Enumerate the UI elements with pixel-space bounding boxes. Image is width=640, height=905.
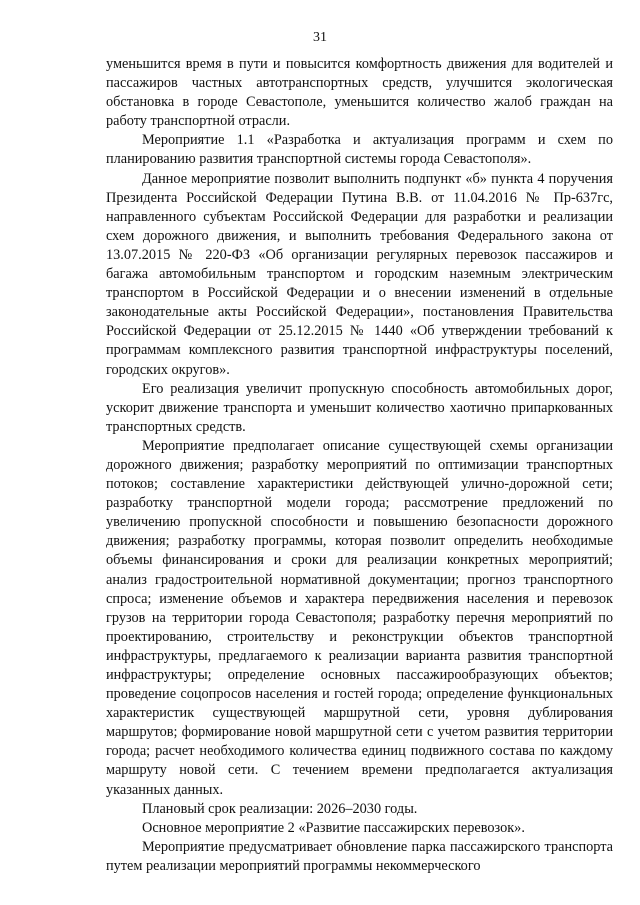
paragraph-2: Мероприятие 1.1 «Разработка и актуализация программ и схем по планированию развития транспортной системы города Севастополя». <box>106 132 613 168</box>
paragraph-8: Мероприятие предусматривает обновление парка пассажирского транспорта путем реализации мероприятий программы некоммерческого <box>106 838 613 874</box>
paragraph-6: Плановый срок реализации: 2026–2030 годы. <box>142 800 418 817</box>
paragraph-5: Мероприятие предполагает описание существующей схемы организации дорожного движения; разработку мероприятий по оптимизации транспортных потоков; составление характеристики действующей улично-дорожной сети; разработку транспортной модели города; рассмотрение предложений по увеличению пропускной способности и повышению безопасности дорожного движения; разработку программы, которая позволит определить необходимые объемы финансирования и сроки для реализации конкретных мероприятий; анализ градостроительной нормативной документации; прогноз транспортного спроса; изменение объемов и характера передвижения населения и перевозок грузов на территории города Севастополя; разработку перечня мероприятий по проектированию, строительству и реконструкции объектов транспортной инфраструктуры, предлагаемого к реализации варианта развития транспортной инфраструктуры; определение основных пассажирообразующих объектов; проведение соцопросов населения и гостей города; определение функциональных характеристик существующей маршрутной сети, уровня дублирования маршрутов; формирование новой маршрутной сети с учетом развития территории города; расчет необходимого количества единиц подвижного состава по каждому маршруту новой сети. С течением времени предполагается актуализация указанных данных. <box>106 437 613 798</box>
paragraph-7: Основное мероприятие 2 «Развитие пассажирских перевозок». <box>142 819 525 836</box>
page-number: 31 <box>313 30 327 45</box>
document-body <box>106 55 613 876</box>
paragraph-4: Его реализация увеличит пропускную способность автомобильных дорог, ускорит движение транспорта и уменьшит количество хаотично припаркованных транспортных средств. <box>106 380 613 435</box>
paragraph-3: Данное мероприятие позволит выполнить подпункт «б» пункта 4 поручения Президента Российской Федерации Путина В.В. от 11.04.2016 № Пр-637гс, направленного субъектам Российской Федерации для разработки и реализации схем дорожного движения, и выполнить требования Федерального закона от 13.07.2015 № 220-ФЗ «Об организации регулярных перевозок пассажиров и багажа автомобильным транспортом и городским наземным электрическим транспортом в Российской Федерации и о внесении изменений в отдельные законодательные акты Российской Федерации», постановления Правительства Российской Федерации от 25.12.2015 № 1440 «Об утверждении требований к программам комплексного развития транспортной инфраструктуры поселений, городских округов». <box>106 170 613 378</box>
paragraph-1: уменьшится время в пути и повысится комфортность движения для водителей и пассажиров частных автотранспортных средств, улучшится экологическая обстановка в городе Севастополе, уменьшится количество жалоб граждан на работу транспортной отрасли. <box>106 56 613 130</box>
